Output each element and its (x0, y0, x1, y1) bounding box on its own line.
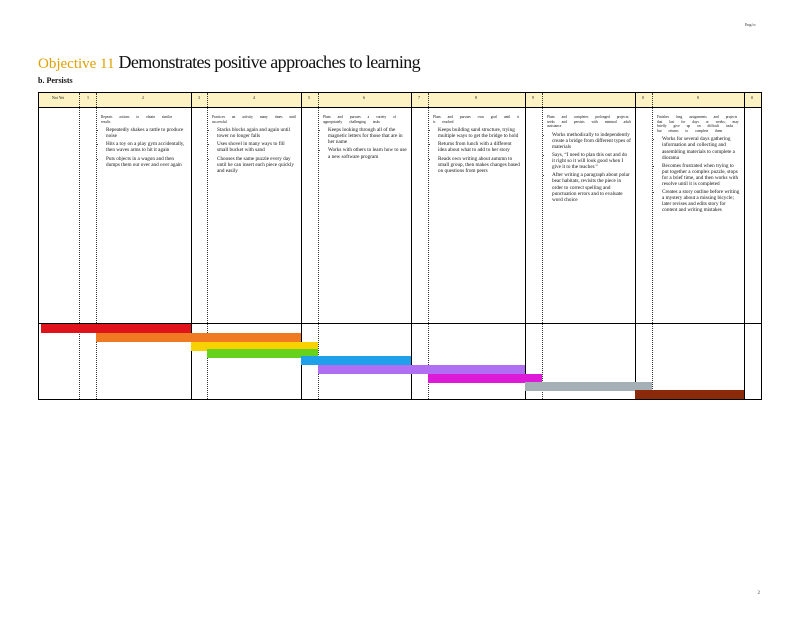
level-12-column (657, 115, 741, 216)
header-label: 3 (198, 95, 200, 100)
header-label: 8 (475, 95, 477, 100)
level-description: Repeats actions to obtain similar results (101, 115, 172, 124)
grid-line (318, 93, 319, 399)
example-item: • Repeatedly shakes a rattle to produce noise (106, 127, 187, 139)
example-item: • Keeps looking through all of the magnetic letters for those that are in her name (328, 127, 407, 145)
level-10-column (547, 115, 631, 205)
example-item: • Uses shovel in many ways to fill small bucket with sand (217, 141, 297, 153)
header-label: 5 (308, 95, 310, 100)
color-band-brown (635, 390, 744, 399)
grid-line (428, 93, 429, 399)
example-item: • Keeps building sand structure, trying multiple ways to get the bridge to hold (438, 127, 521, 139)
color-band-red (41, 324, 191, 333)
level-description: Plans and pursues own goal until it is reached (433, 115, 520, 124)
color-band-violet (318, 365, 525, 374)
progression-table (38, 92, 762, 400)
color-band-orange (96, 333, 301, 342)
objective-title: Demonstrates positive approaches to learning (118, 52, 421, 72)
page-number: 2 (757, 591, 760, 596)
header-band (38, 93, 762, 108)
header-label: 0 (642, 95, 644, 100)
header-label: 6 (363, 95, 365, 100)
grid-line (79, 93, 80, 399)
example-item: • Says, “I need to plan this out and do it right so it will look good when I give it to the teacher.” (552, 152, 631, 170)
level-8-column (433, 115, 521, 176)
subtitle: b. Persists (38, 76, 73, 85)
level-4-column (212, 115, 297, 176)
header-label: 2 (142, 95, 144, 100)
grid-line (635, 93, 636, 399)
header-label: 7 (418, 95, 420, 100)
grid-line (38, 93, 39, 399)
level-6-column (323, 115, 407, 162)
grid-line (761, 93, 762, 399)
color-band-blue (301, 356, 411, 365)
header-label: 0 (751, 95, 753, 100)
example-item: • Works with others to learn how to use a new software program (328, 147, 407, 159)
grid-line (542, 93, 543, 399)
header-label: 9 (532, 95, 534, 100)
example-item: • Hits a toy on a play gym accidentally, then waves arms to hit it again (106, 141, 187, 153)
grid-line (191, 93, 192, 399)
grid-line (525, 93, 526, 399)
example-item: • Chooses the same puzzle every day until he can insert each piece quickly and easily (217, 156, 297, 174)
grid-line (411, 93, 412, 399)
header-label: 1 (87, 95, 89, 100)
example-item: • Works for several days gathering information and collecting and assembling materials to complete a diorama (662, 136, 741, 160)
example-item: • Creates a story outline before writing a mystery about a missing bicycle; later revises and edits story for content and writing mistakes (662, 189, 741, 213)
level-description: Practices an activity many times until successful (212, 115, 296, 124)
header-label: 4 (253, 95, 255, 100)
example-item: • Stacks blocks again and again until tower no longer falls (217, 127, 297, 139)
page-title (38, 52, 420, 73)
level-description: Finishes long assignments and projects that last for days or weeks; may briefly give up on difficult tasks but returns to complete them (657, 115, 739, 133)
level-description: Plans and pursues a variety of appropriately challenging tasks (323, 115, 397, 124)
example-item: • Becomes frustrated when trying to put together a complex puzzle, stops for a brief time, and then works with resolve until it is completed (662, 163, 741, 187)
example-item: • Reads own writing about autumn to small group, then makes changes based on questions from peers (438, 156, 521, 174)
example-item: • Works methodically to independently create a bridge from different types of materials (552, 132, 631, 150)
corner-label: Eng/cc (744, 22, 756, 27)
objective-label: Objective 11 (38, 56, 115, 72)
grid-line (96, 93, 97, 399)
example-item: • After writing a paragraph about polar bear habitats, revisits the piece in order to correct spelling and punctuation errors and to evaluate word choice (552, 172, 631, 202)
header-label: Not Yet (51, 95, 65, 100)
level-2-column (101, 115, 187, 170)
level-description: Plans and completes prolonged projects; seeks and persists with minimal adult assistance (547, 115, 631, 129)
example-item: • Puts objects in a wagon and then dumps them out over and over again (106, 156, 187, 168)
color-band-gray (525, 382, 652, 391)
header-label: 0 (697, 95, 699, 100)
example-item: • Returns from lunch with a different idea about what to add to her story (438, 141, 521, 153)
grid-line (744, 93, 745, 399)
